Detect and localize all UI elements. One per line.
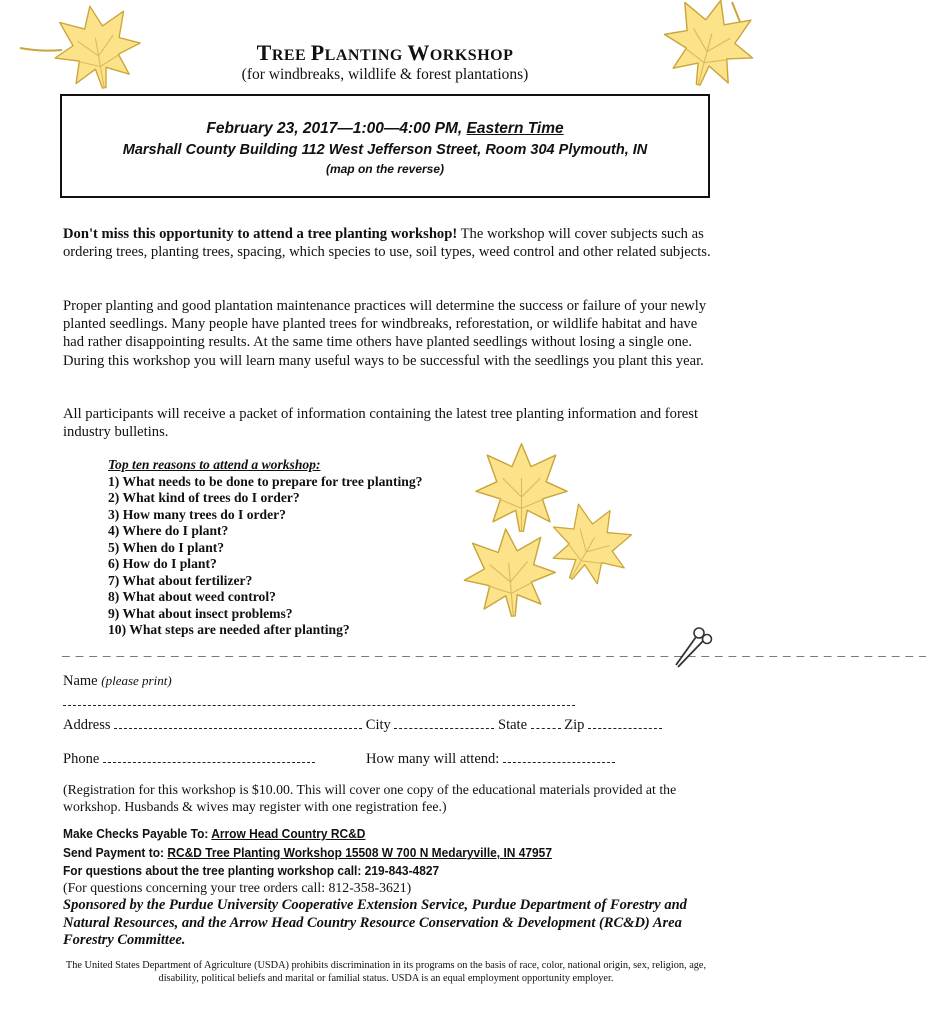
orders-phone: (For questions concerning your tree orders call: 812-358-3621): [63, 880, 412, 895]
attendance-field[interactable]: [503, 751, 615, 763]
name-label: Name (please print): [63, 673, 172, 689]
send-payment: Send Payment to: RC&D Tree Planting Workshop 15508 W 700 N Medaryville, IN 47957: [63, 845, 552, 860]
address-field[interactable]: [114, 717, 362, 729]
planting-paragraph: Proper planting and good plantation maintenance practices will determine the success or failure of your newly planted seedlings. Many people have planted trees for windbreaks, reforestation, or wildlife habitat and have had rather disappointing results. At the same time others have planted seedlings without losing a single one. During this workshop you will learn many useful ways to be successful with the seedlings you plant this year.: [63, 298, 707, 369]
scissors-icon: [672, 625, 712, 669]
cut-line: _ _ _ _ _ _ _ _ _ _ _ _ _ _ _ _ _ _ _ _ _ _ _ _ _ _ _ _ _ _ _ _ _ _ _ _ _ _ _ _ _ _ _ _ _ _ _ _ _ _ _ _ _ _ _ _ _ _ _ _ _ _ _ _: [62, 644, 926, 659]
registration-note: (Registration for this workshop is $10.00. This will cover one copy of the educational materials provided at the workshop. Husbands & wives may register with one registration fee.): [63, 782, 677, 814]
address-row: Address City State Zip: [63, 717, 662, 734]
state-field[interactable]: [531, 717, 561, 729]
list-item: 6) How do I plant?: [108, 556, 217, 571]
list-item: 2) What kind of trees do I order?: [108, 490, 300, 505]
map-note: (map on the reverse): [325, 162, 445, 176]
reasons-heading: Top ten reasons to attend a workshop:: [108, 457, 321, 472]
workshop-phone: For questions about the tree planting workshop call: 219-843-4827: [63, 863, 440, 878]
list-item: 8) What about weed control?: [108, 589, 276, 604]
page-subtitle: (for windbreaks, wildlife & forest plantations): [241, 66, 529, 83]
sponsor-statement: Sponsored by the Purdue University Cooperative Extension Service, Purdue Department of Forestry and Natural Resources, and the Arrow Head Country Resource Conservation & Development (RC&D) Area Forestry Committee.: [63, 897, 687, 948]
page-title: TREE PLANTING WORKSHOP: [256, 40, 514, 65]
event-date-line: February 23, 2017—1:00—4:00 PM, Eastern Time: [206, 120, 564, 137]
list-item: 10) What steps are needed after planting?: [108, 622, 350, 637]
usda-disclaimer: The United States Department of Agriculture (USDA) prohibits discrimination in its programs on the basis of race, color, national origin, sex, religion, age, disability, political beliefs and marital or familial status. USDA is an equal employment opportunity employer.: [65, 960, 707, 984]
attendance-row: How many will attend:: [366, 751, 615, 768]
phone-field[interactable]: [103, 751, 315, 763]
reasons-list: [108, 457, 422, 639]
checks-payable: Make Checks Payable To: Arrow Head Country RC&D: [63, 826, 366, 841]
name-field[interactable]: [63, 705, 575, 706]
list-item: 7) What about fertilizer?: [108, 572, 253, 588]
list-item: 5) When do I plant?: [108, 539, 225, 555]
list-item: 4) Where do I plant?: [108, 523, 229, 538]
intro-paragraph: Don't miss this opportunity to attend a tree planting workshop! The workshop will cover subjects such as ordering trees, planting trees, spacing, which species to use, soil types, weed control and other related subjects.: [63, 226, 711, 261]
list-item: 3) How many trees do I order?: [108, 506, 286, 522]
city-field[interactable]: [394, 717, 494, 729]
phone-row: Phone: [63, 751, 315, 768]
packet-paragraph: All participants will receive a packet of information containing the latest tree planting information and forest industry bulletins.: [63, 406, 699, 441]
list-item: 9) What about insect problems?: [108, 605, 293, 621]
list-item: 1) What needs to be done to prepare for tree planting?: [108, 473, 423, 489]
maple-leaf-icon: [548, 502, 638, 602]
event-location: Marshall County Building 112 West Jefferson Street, Room 304 Plymouth, IN: [122, 142, 648, 158]
event-details-box: [60, 94, 710, 198]
zip-field[interactable]: [588, 717, 662, 729]
maple-leaf-icon: [462, 520, 562, 630]
